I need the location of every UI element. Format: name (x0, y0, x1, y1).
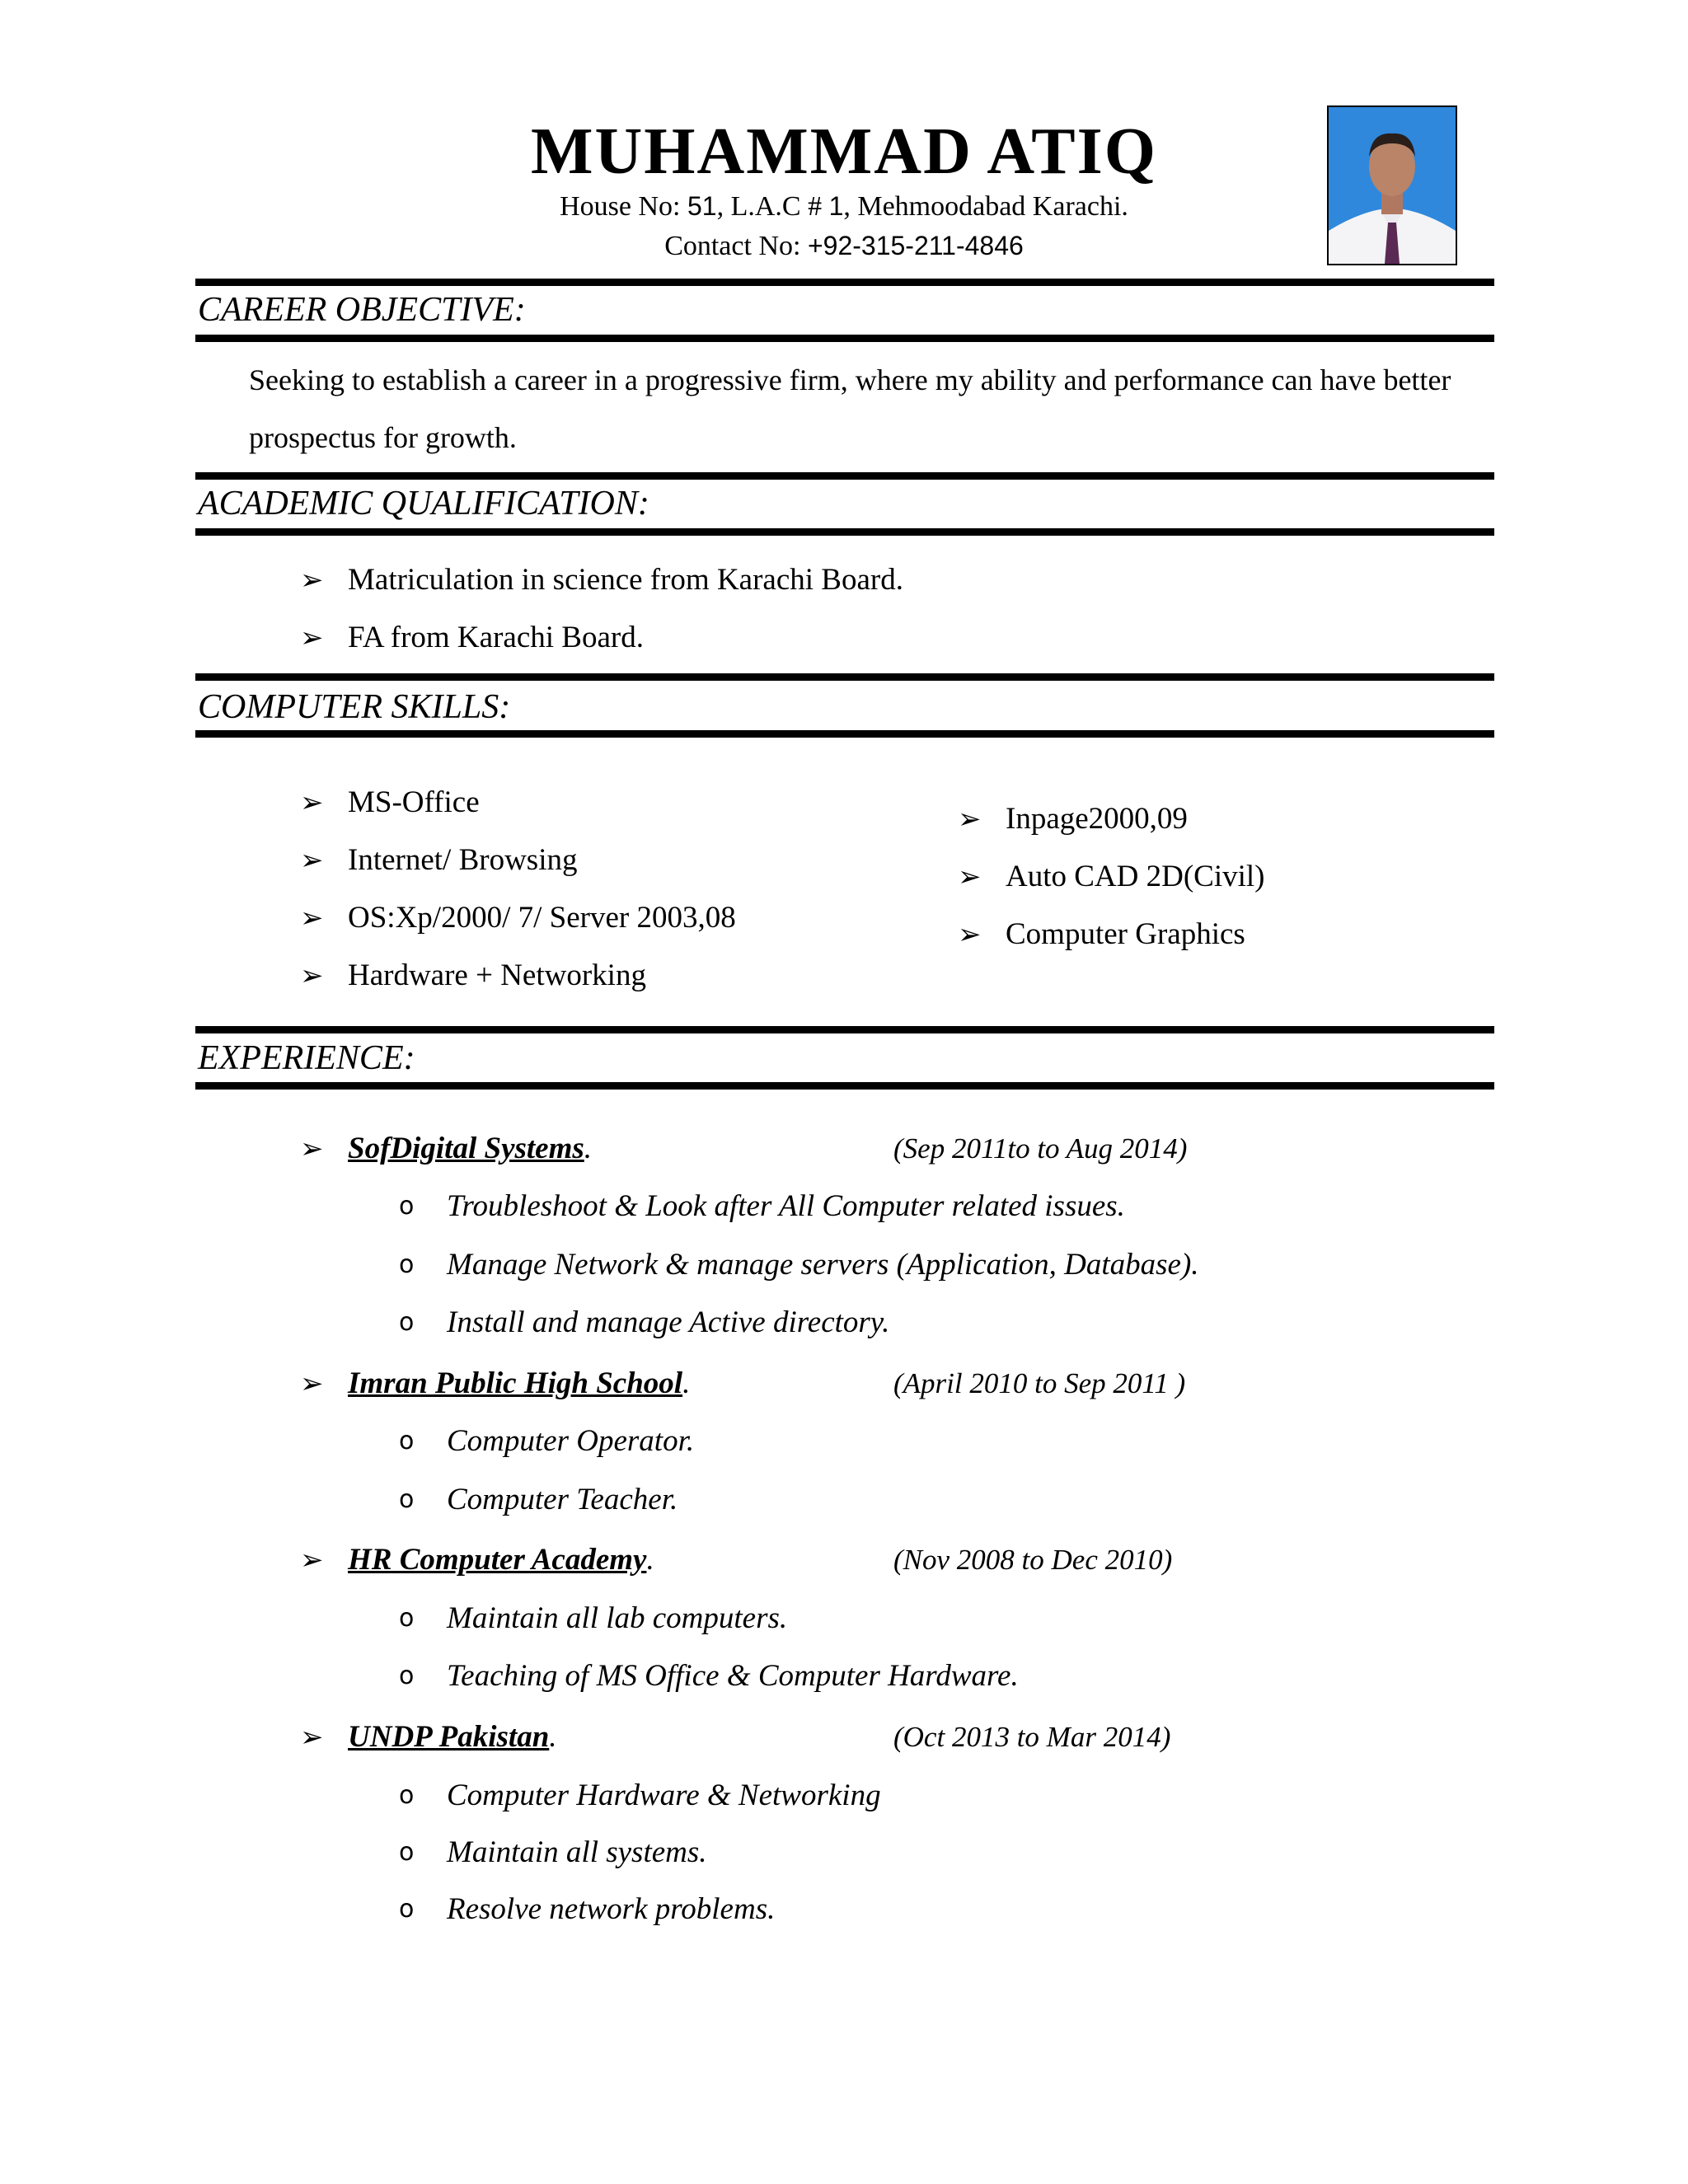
arrow-bullet-icon: ➢ (300, 1721, 324, 1754)
circle-bullet-icon: o (399, 1604, 415, 1633)
circle-bullet-icon: o (399, 1250, 415, 1279)
section-divider (195, 673, 1494, 681)
job-duty: o Teaching of MS Office & Computer Hardware. (399, 1657, 1470, 1698)
skill-item: ➢ Internet/ Browsing (300, 841, 877, 882)
job-dates: (April 2010 to Sep 2011 ) (893, 1367, 1186, 1399)
job-duty: o Maintain all systems. (399, 1833, 1470, 1874)
section-divider (195, 279, 1494, 286)
profile-photo (1327, 105, 1457, 265)
job-title: ➢ SofDigital Systems. (300, 1129, 877, 1170)
address-line: House No: 51, L.A.C # 1, Mehmoodabad Karachi. (560, 191, 1128, 222)
list-item: ➢ Matriculation in science from Karachi Board. (300, 560, 1289, 602)
skill-item: ➢ Computer Graphics (958, 915, 1485, 956)
experience-heading: EXPERIENCE: (198, 1039, 415, 1077)
job-dates: (Nov 2008 to Dec 2010) (893, 1544, 1173, 1576)
list-item: ➢ FA from Karachi Board. (300, 618, 1289, 659)
job-duty: o Computer Teacher. (399, 1480, 1470, 1521)
skill-item: ➢ Hardware + Networking (300, 956, 877, 997)
job-title: ➢ Imran Public High School. (300, 1364, 877, 1405)
arrow-bullet-icon: ➢ (300, 1544, 324, 1577)
circle-bullet-icon: o (399, 1308, 415, 1337)
career-objective-heading: CAREER OBJECTIVE: (198, 291, 526, 329)
circle-bullet-icon: o (399, 1192, 415, 1221)
arrow-bullet-icon: ➢ (300, 1132, 324, 1165)
job-duty: o Maintain all lab computers. (399, 1599, 1470, 1640)
skill-item: ➢ MS-Office (300, 783, 877, 824)
arrow-bullet-icon: ➢ (958, 803, 982, 836)
section-divider (195, 472, 1494, 480)
arrow-bullet-icon: ➢ (300, 786, 324, 819)
job-duty: o Computer Hardware & Networking (399, 1776, 1470, 1817)
job-dates: (Oct 2013 to Mar 2014) (893, 1721, 1171, 1753)
circle-bullet-icon: o (399, 1781, 415, 1810)
section-divider (195, 730, 1494, 738)
skill-item: ➢ OS:Xp/2000/ 7/ Server 2003,08 (300, 898, 877, 940)
section-divider (195, 528, 1494, 536)
career-objective-text: Seeking to establish a career in a progressive firm, where my ability and performance can have better prospectus for growth. (249, 363, 1451, 454)
job-duty: o Troubleshoot & Look after All Computer related issues. (399, 1187, 1470, 1228)
circle-bullet-icon: o (399, 1485, 415, 1514)
academic-heading: ACADEMIC QUALIFICATION: (198, 485, 649, 523)
job-duty: o Install and manage Active directory. (399, 1303, 1470, 1344)
job-duty: o Computer Operator. (399, 1422, 1470, 1463)
circle-bullet-icon: o (399, 1661, 415, 1690)
contact-line: Contact No: +92-315-211-4846 (664, 231, 1024, 261)
arrow-bullet-icon: ➢ (300, 1367, 324, 1400)
section-divider (195, 1026, 1494, 1033)
section-divider (195, 335, 1494, 342)
arrow-bullet-icon: ➢ (300, 844, 324, 877)
section-divider (195, 1082, 1494, 1090)
circle-bullet-icon: o (399, 1895, 415, 1924)
arrow-bullet-icon: ➢ (958, 860, 982, 893)
arrow-bullet-icon: ➢ (958, 918, 982, 951)
job-duty: o Manage Network & manage servers (Application, Database). (399, 1245, 1470, 1286)
candidate-name: MUHAMMAD ATIQ (531, 115, 1157, 188)
arrow-bullet-icon: ➢ (300, 564, 324, 597)
circle-bullet-icon: o (399, 1427, 415, 1455)
job-dates: (Sep 2011to to Aug 2014) (893, 1132, 1188, 1165)
arrow-bullet-icon: ➢ (300, 902, 324, 935)
arrow-bullet-icon: ➢ (300, 621, 324, 654)
job-duty: o Resolve network problems. (399, 1890, 1470, 1931)
skill-item: ➢ Inpage2000,09 (958, 799, 1485, 841)
skill-item: ➢ Auto CAD 2D(Civil) (958, 857, 1485, 898)
job-title: ➢ UNDP Pakistan. (300, 1718, 877, 1759)
circle-bullet-icon: o (399, 1838, 415, 1867)
arrow-bullet-icon: ➢ (300, 959, 324, 992)
computer-skills-heading: COMPUTER SKILLS: (198, 688, 511, 726)
job-title: ➢ HR Computer Academy. (300, 1540, 877, 1582)
